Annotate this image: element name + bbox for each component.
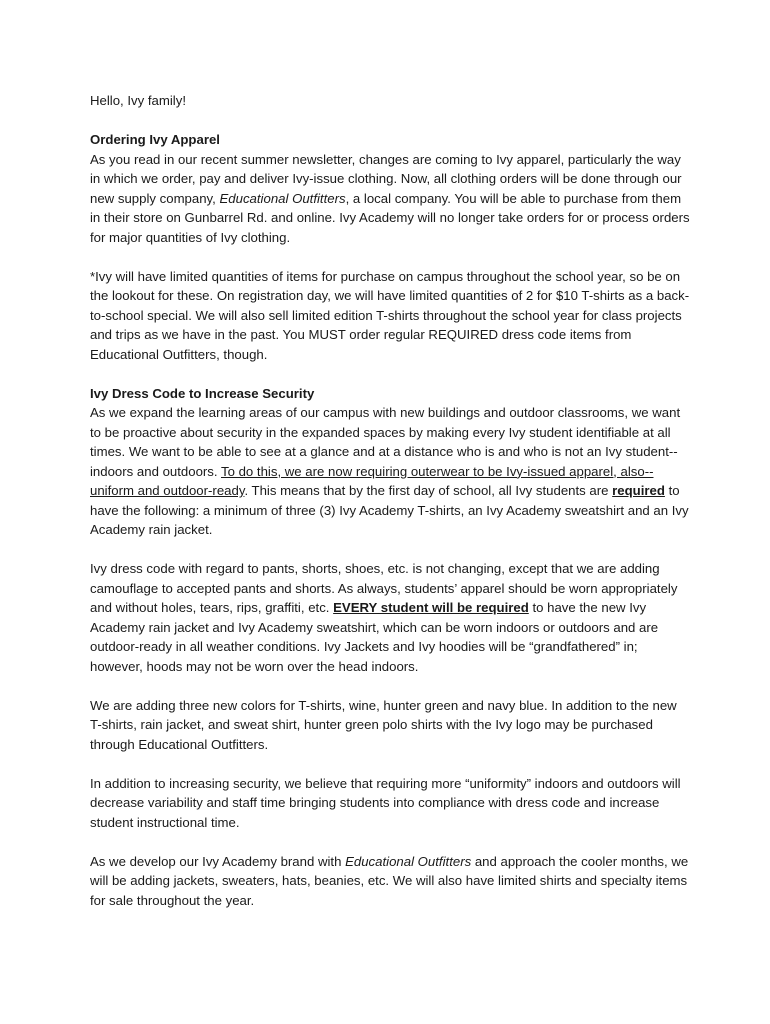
company-name: Educational Outfitters	[219, 190, 346, 206]
pants-paragraph-text: Ivy dress code with regard to pants, shorts, shoes, etc. is not changing, except that we are adding camouflage to accepted pants and shorts. As always, students’ apparel should be worn appropriately and without holes, tears, rips, graffiti, etc.	[90, 561, 678, 615]
pants-paragraph-text-end: to have the new Ivy Academy rain jacket and Ivy Academy sweatshirt, which can be worn indoors or outdoors and are outdoor-ready in all weather conditions. Ivy Jackets and Ivy hoodies will be “grandfathered” in; however, hoods may not be worn over the head indoors.	[90, 600, 659, 674]
letter-body	[90, 91, 690, 930]
brand-paragraph-text: As we develop our Ivy Academy brand with	[90, 853, 346, 869]
ordering-paragraph-text: As you read in our recent summer newsletter, changes are coming to Ivy apparel, particularly the way in which we order, pay and deliver Ivy-issue clothing. Now, all clothing orders will be done through our new supply company,	[90, 151, 682, 206]
ordering-paragraph-text-end: , a local company. You will be able to purchase from them in their store on Gunbarrel Rd. and online. Ivy Academy will no longer take orders for or process orders for major quantities of Ivy clothing.	[90, 190, 690, 245]
outerwear-requirement-underlined: To do this, we are now requiring outerwear to be Ivy-issued apparel, also--uniform and outdoor-ready	[90, 463, 654, 498]
dress-code-section	[90, 384, 690, 540]
dress-code-paragraph-text-2: . This means that by the first day of school, all Ivy students are	[244, 483, 613, 498]
every-student-required-emphasis: EVERY student will be required	[333, 600, 529, 615]
pants-shorts-paragraph	[90, 559, 690, 676]
dress-code-paragraph-text: As we expand the learning areas of our campus with new buildings and outdoor classrooms, we want to be proactive about security in the expanded spaces by making every Ivy student identifiable at all times. We want to be able to see at a glance and at a distance who is and who is not an Ivy student--indoors and outdoors.	[90, 405, 681, 479]
new-colors-paragraph: We are adding three new colors for T-shirts, wine, hunter green and navy blue. In addition to the new T-shirts, rain jacket, and sweat shirt, hunter green polo shirts with the Ivy logo may be purchased through Educational Outfitters.	[90, 697, 677, 752]
required-emphasis: required	[612, 483, 665, 498]
brand-paragraph-text-end: and approach the cooler months, we will be adding jackets, sweaters, hats, beanies, etc. We will also have limited shirts and specialty items for sale throughout the year.	[90, 853, 689, 908]
company-name-2: Educational Outfitters	[345, 853, 472, 869]
ordering-apparel-heading: Ordering Ivy Apparel	[90, 132, 220, 147]
greeting: Hello, Ivy family!	[90, 93, 186, 108]
dress-code-paragraph-text-3: to have the following: a minimum of three (3) Ivy Academy T-shirts, an Ivy Academy sweatshirt and an Ivy Academy rain jacket.	[90, 483, 689, 537]
uniformity-paragraph: In addition to increasing security, we believe that requiring more “uniformity” indoors and outdoors will decrease variability and staff time bringing students into compliance with dress code and increase student instructional time.	[90, 775, 681, 830]
brand-paragraph	[90, 852, 690, 911]
limited-quantities-paragraph: *Ivy will have limited quantities of items for purchase on campus throughout the school year, so be on the lookout for these. On registration day, we will have limited quantities of 2 for $10 T-shirts as a back-to-school special. We will also sell limited edition T-shirts throughout the school year for class projects and trips as we have in the past. You MUST order regular REQUIRED dress code items from Educational Outfitters, though.	[90, 268, 690, 362]
dress-code-heading: Ivy Dress Code to Increase Security	[90, 385, 315, 401]
ordering-apparel-section	[90, 130, 690, 247]
